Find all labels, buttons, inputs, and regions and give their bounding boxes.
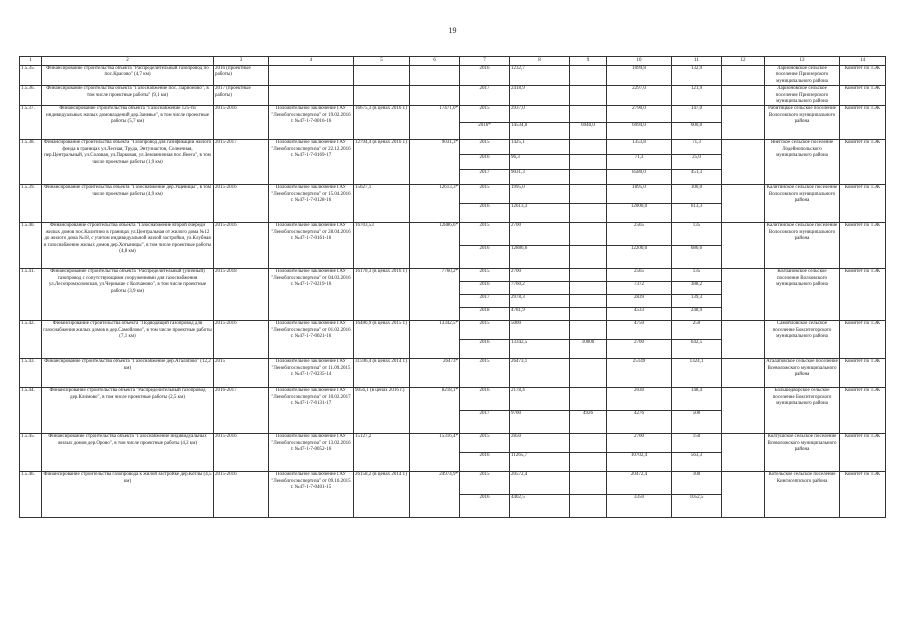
table-cell: Калитинское сельское поселение Волосовского муниципального района <box>765 185 840 223</box>
table-row <box>20 321 886 340</box>
table-cell: 139,3 <box>672 295 722 308</box>
table-cell: Ларионовское сельское поселение Приозерского муниципального района <box>765 86 840 106</box>
table-cell: 600,0 <box>672 123 722 140</box>
table-cell: Положительное заключение ГАУ "Леноблгосэкспертиза" от 15.04.2016 г. №47-1-7-0128-16 <box>269 185 354 223</box>
table-cell: 2418,9 <box>510 86 570 106</box>
column-header: 4 <box>269 57 354 66</box>
table-cell <box>570 155 607 170</box>
table-cell: 11265,7 <box>510 453 570 472</box>
empty-cell <box>722 106 765 140</box>
table-cell: 25,0 <box>672 155 722 170</box>
page-number: 19 <box>448 26 457 35</box>
table-cell <box>570 246 607 269</box>
table-cell: 1.5.37. <box>20 106 42 140</box>
table-cell: 6994,0 <box>607 123 672 140</box>
table-cell: Положительное заключение ГАУ "Леноблгосэкспертиза" от 13.02.2016 г. №47-1-7-0052-16 <box>269 434 354 472</box>
table-cell <box>269 86 354 106</box>
table-cell: Финансирование строительства объекта "Газоснабжение второй очереди жилых домов пос.Калитино в границах ул.Центральная от жилого дома №12 до жилого дома №18, с учетом индивидуальной жилой застройки, ул.Клубная и газоснабжение жилых домов дер.Хотыницы", в том числе проектные работы (4,8 км) <box>42 223 214 269</box>
empty-cell <box>722 269 765 321</box>
table-cell: 2016 <box>460 340 510 359</box>
table-cell <box>354 86 410 106</box>
column-header: 8 <box>510 57 570 66</box>
table-cell: 71,3 <box>672 140 722 155</box>
table-cell: Самойловское сельское поселение Бокситогорского муниципального района <box>765 321 840 359</box>
table-cell: 9056,1 (в ценах 2016 г.) <box>354 388 410 434</box>
table-row <box>20 185 886 204</box>
table-cell: 2016 <box>460 204 510 223</box>
table-cell: Котельское сельское поселение Кингисеппского района <box>765 472 840 518</box>
table-cell: 20572,4 <box>510 472 570 495</box>
table-cell: 2015-2016 <box>214 321 269 359</box>
table-cell: 100,0 <box>672 185 722 204</box>
table-cell: 1425,1 <box>510 140 570 155</box>
table-cell: 15127,2 <box>354 434 410 472</box>
table-row <box>20 388 886 411</box>
empty-cell <box>722 434 765 472</box>
table-cell: 26473* <box>410 359 460 388</box>
table-cell: Комитет по ТЭК <box>840 106 886 140</box>
table-cell: 2030 <box>607 388 672 411</box>
column-header: 1 <box>20 57 42 66</box>
table-cell: 12613,3 <box>510 204 570 223</box>
table-cell: 12886,6* <box>410 223 460 269</box>
table-cell: Колчановское сельское поселение Волховского муниципального района <box>765 269 840 321</box>
table-cell: Положительное заключение ГАУ "Леноблгосэкспертиза" от 10.02.2017 г. №47-1-7-0131-17 <box>269 388 354 434</box>
table-cell: 2015 <box>460 223 510 246</box>
table-cell: Комитет по ТЭК <box>840 269 886 321</box>
table-cell: 16170,3 (в ценах 2016 г.) <box>354 269 410 321</box>
table-cell: 250 <box>672 321 722 340</box>
column-header: 3 <box>214 57 269 66</box>
table-cell: 4276 <box>607 411 672 434</box>
table-cell: 2016 <box>460 66 510 86</box>
table-cell: 20472,4 <box>607 472 672 495</box>
table-cell: 2016* <box>460 123 510 140</box>
table-row <box>20 140 886 155</box>
table-cell: 2015 <box>460 269 510 282</box>
table-cell: 4781,9 <box>510 308 570 321</box>
table-cell: 9031,3 <box>510 170 570 185</box>
table-cell: 4750 <box>607 321 672 340</box>
table-cell: 1.5.41. <box>20 269 42 321</box>
table-cell: 2016 <box>460 453 510 472</box>
table-cell: 13342,5 <box>510 340 570 359</box>
table-cell: 2839 <box>607 295 672 308</box>
table-cell: 8580,0 <box>607 170 672 185</box>
table-cell: 1.5.38. <box>20 140 42 185</box>
table-cell: 135 <box>672 269 722 282</box>
table-cell: Финансирование строительства газопровода к жилой застройке дер.Котлы (4,5 км) <box>42 472 214 518</box>
table-row <box>20 223 886 246</box>
table-cell: Положительное заключение ГАУ "Леноблгосэкспертиза" от 04.03.2016 г. №47-1-7-0219-16 <box>269 269 354 321</box>
table-cell: Комитет по ТЭК <box>840 434 886 472</box>
column-header: 9 <box>570 57 607 66</box>
table-cell: 2017 <box>460 86 510 106</box>
table-cell: 1324,1 <box>672 359 722 388</box>
table-cell: 1.5.45. <box>20 434 42 472</box>
empty-cell <box>722 185 765 223</box>
table-cell: Агалатовское сельское поселение Всеволожского муниципального района <box>765 359 840 388</box>
table-cell <box>354 66 410 86</box>
table-cell: 2018 <box>460 308 510 321</box>
table-cell <box>570 308 607 321</box>
table-cell: 12200,0 <box>607 246 672 269</box>
table-cell: 2015-2018 <box>214 269 269 321</box>
table-cell: Положительное заключение ГАУ "Леноблгосэкспертиза" от 28.04.2016 г. №47-1-7-0161-16 <box>269 223 354 269</box>
table-cell: Финансирование строительства объекта "Газоснабжение пос. Ларионово", в том числе проектные работы" (9,1 км) <box>42 86 214 106</box>
table-cell: 2700 <box>510 269 570 282</box>
table-cell: 12794,4 (в ценах 2016 г.) <box>354 140 410 185</box>
table-cell: 2565 <box>607 269 672 282</box>
table-cell: 24974,9* <box>410 472 460 518</box>
table-cell <box>410 86 460 106</box>
table-row <box>20 269 886 282</box>
table-cell: 2016 <box>460 388 510 411</box>
table-cell: Финансирование строительства объекта "Газоснабжение индивидуальных жилых домов дер.Орово", в том числе проектные работы (4,2 км) <box>42 434 214 472</box>
table-cell: 1995,0 <box>510 185 570 204</box>
table-cell: 10702,4 <box>607 453 672 472</box>
table-cell <box>570 269 607 282</box>
table-cell: Положительное заключение ГАУ "Леноблгосэкспертиза" от 22.12.2016 г. №47-1-7-0169-17 <box>269 140 354 185</box>
table-cell: 31596,4 (в ценах 2014 г.) <box>354 359 410 388</box>
table-row <box>20 472 886 495</box>
table-cell: 7760,2 <box>510 282 570 295</box>
empty-cell <box>722 359 765 388</box>
table-cell: 451,3 <box>672 170 722 185</box>
table-cell: 1.5.44. <box>20 388 42 434</box>
table-cell: 2015 <box>460 140 510 155</box>
table-cell: 96,3 <box>510 155 570 170</box>
table-cell: 25149 <box>607 359 672 388</box>
table-cell: 2016 <box>460 246 510 269</box>
table-cell: 2015-2016 <box>214 434 269 472</box>
table-cell: Положительное заключение ГАУ "Леноблгосэкспертиза" от 19.02.2016 г. №47-1-7-0016-16 <box>269 106 354 140</box>
table-cell <box>570 170 607 185</box>
table-body <box>20 66 886 518</box>
table-cell: 2015-2016 <box>214 185 269 223</box>
table-cell: Финансирование строительства объекта "Распределительный газопровод по пос.Красово" (4,7 км) <box>42 66 214 86</box>
table-cell: 642,5 <box>672 340 722 359</box>
empty-cell <box>722 140 765 185</box>
table-cell: Янегское сельское поселение Лодейнопольского муниципального района <box>765 140 840 185</box>
empty-cell <box>722 86 765 106</box>
table-cell <box>570 495 607 518</box>
table-cell: 15627,1 <box>354 185 410 223</box>
table-cell: 14534,0 <box>510 123 570 140</box>
column-header: 2 <box>42 57 214 66</box>
table-cell: 2015 <box>460 434 510 453</box>
table-row <box>20 86 886 106</box>
table-cell <box>570 223 607 246</box>
table-cell: 100 <box>672 472 722 495</box>
table-cell: 1.5.46. <box>20 472 42 518</box>
table-cell <box>570 204 607 223</box>
table-cell: 1099,8 <box>607 66 672 86</box>
table-cell: 563,3 <box>672 453 722 472</box>
financing-table <box>19 56 886 518</box>
table-cell: 686,6 <box>672 246 722 269</box>
table-cell: 4402,5 <box>510 495 570 518</box>
table-cell: 2015 <box>460 106 510 123</box>
table-cell: Рабитицкое сельское поселение Волосовского муниципального района <box>765 106 840 140</box>
table-cell: Комитет по ТЭК <box>840 388 886 434</box>
table-cell: 7760,2* <box>410 269 460 321</box>
table-cell: 2700 <box>607 434 672 453</box>
table-cell: Комитет по ТЭК <box>840 223 886 269</box>
table-cell: 9031,3* <box>410 140 460 185</box>
table-cell: 12000,0 <box>607 204 672 223</box>
table-cell: 147,0 <box>672 106 722 123</box>
table-cell: Финансирование строительства объекта "Распределительный (уличный) газопровод с сопутствующими сооружениями для газоснабжения ул.Лесопромхозовская, ул.Черныше с Колчаново", в том числе проектные работы (3,9 км) <box>42 269 214 321</box>
empty-cell <box>722 388 765 434</box>
table-cell: Калитинское сельское поселение Волосовского муниципального района <box>765 223 840 269</box>
table-cell: 4533 <box>607 308 672 321</box>
table-cell: 2700 <box>510 223 570 246</box>
table-cell: 2015 <box>460 472 510 495</box>
table-cell: Финансирование строительства объекта "Газопровод для газификации жилого фонда в границах ул.Лесная, Труда, Энтузиастов, Солнечная, пер.Центральный, ул.Соловая, ул.Парковая, ул.Земляничная пос.Янега", в том числе проектные работы (1,9 км) <box>42 140 214 185</box>
table-cell: 17471,0* <box>410 106 460 140</box>
table-cell: 2178,4 <box>510 388 570 411</box>
table-cell <box>570 472 607 495</box>
table-row <box>20 66 886 86</box>
table-cell: 1.5.36. <box>20 86 42 106</box>
table-cell: Комитет по ТЭК <box>840 321 886 359</box>
table-cell <box>570 359 607 388</box>
table-cell: 2015-2016 <box>214 472 269 518</box>
table-cell: 9700 <box>510 411 570 434</box>
table-cell: 121,9 <box>672 86 722 106</box>
table-cell: 150 <box>672 434 722 453</box>
table-cell: Финансирование строительства объекта "Подводящий газопровод для газоснабжения жилых домов в дер.Самойлово", в том числе проектные работы (7,1 км) <box>42 321 214 359</box>
table-cell: 1232,7 <box>510 66 570 86</box>
empty-cell <box>722 223 765 269</box>
table-cell: 2297,0 <box>607 86 672 106</box>
table-cell: 12613,3* <box>410 185 460 223</box>
table-cell: 2015 <box>214 359 269 388</box>
table-cell: 3350 <box>607 495 672 518</box>
table-cell <box>570 66 607 86</box>
table-cell: 26473,1 <box>510 359 570 388</box>
column-header: 13 <box>765 57 840 66</box>
table-cell: 2016 (проектные работы) <box>214 66 269 86</box>
table-cell: 1.5.35. <box>20 66 42 86</box>
table-cell: 500 <box>672 411 722 434</box>
table-cell: Комитет по ТЭК <box>840 86 886 106</box>
table-cell: 1.5.40. <box>20 223 42 269</box>
table-cell <box>570 86 607 106</box>
table-cell: 12886,6 <box>510 246 570 269</box>
table-cell: 2016 <box>460 155 510 170</box>
table-cell: 16675,3 (в ценах 2016 г.) <box>354 106 410 140</box>
table-cell: Большедворское сельское поселение Бокситогорского муниципального района <box>765 388 840 434</box>
table-cell: Положительное заключение ГАУ "Леноблгосэкспертиза" от 01.02.2016 г. №47-1-7-0021-16 <box>269 321 354 359</box>
table-cell: 8218,1* <box>410 388 460 434</box>
table-cell: 1.5.39. <box>20 185 42 223</box>
table-cell: 2937,0 <box>510 106 570 123</box>
column-header: 6 <box>410 57 460 66</box>
table-cell: 135 <box>672 223 722 246</box>
table-cell: Комитет по ТЭК <box>840 472 886 518</box>
table-cell <box>570 388 607 411</box>
table-cell: Финансирование строительства объекта "Газоснабжение дер.Ущевицы", в том числе проектные работы (4,9 км) <box>42 185 214 223</box>
table-cell <box>570 321 607 340</box>
empty-cell <box>722 66 765 86</box>
table-cell: 613,3 <box>672 204 722 223</box>
column-header: 11 <box>672 57 722 66</box>
table-cell <box>570 185 607 204</box>
table-cell <box>570 140 607 155</box>
column-header: 10 <box>607 57 672 66</box>
table-cell <box>570 434 607 453</box>
table-cell: 1353,8 <box>607 140 672 155</box>
table-cell: 2015 <box>460 185 510 204</box>
table-cell: 148,4 <box>672 388 722 411</box>
table-cell: 16703,53 <box>354 223 410 269</box>
table-cell: 26158,2 (в ценах 2014 г.) <box>354 472 410 518</box>
column-header: 7 <box>460 57 510 66</box>
table-cell: 2015-2016 <box>214 106 269 140</box>
table-cell: Финансирование строительства объекта "Газоснабжение 125-ти индивидуальных жилых домовладений дер.Заневье", в том числе проектные работы (5,7 км) <box>42 106 214 140</box>
table-cell <box>410 66 460 86</box>
table-row <box>20 359 886 388</box>
empty-cell <box>722 321 765 359</box>
table-cell: Комитет по ТЭК <box>840 185 886 223</box>
table-cell <box>269 66 354 86</box>
table-cell: 71,3 <box>607 155 672 170</box>
table-cell <box>570 453 607 472</box>
table-cell <box>570 106 607 123</box>
table-cell: 2017 <box>460 411 510 434</box>
table-cell: 2015 <box>460 359 510 388</box>
column-header: 12 <box>722 57 765 66</box>
empty-cell <box>722 472 765 518</box>
table-cell: Комитет по ТЭК <box>840 359 886 388</box>
table-cell: Положительное заключение ГАУ "Леноблгосэкспертиза" от 09.10.2015 г. №47-1-7-0401-15 <box>269 472 354 518</box>
table-cell: 2978,3 <box>510 295 570 308</box>
table-cell: Колтушское сельское поселение Всеволожского муниципального района <box>765 434 840 472</box>
table-cell: 5000 <box>510 321 570 340</box>
table-cell: 2015-2016 <box>214 223 269 269</box>
table-cell: 2015 <box>460 321 510 340</box>
table-cell: 2015-2017 <box>214 140 269 185</box>
table-cell: 2017 <box>460 295 510 308</box>
table-cell: 132,9 <box>672 66 722 86</box>
table-cell: 2016 <box>460 282 510 295</box>
table-cell: 2017 (проектные работы) <box>214 86 269 106</box>
table-cell: 2016 <box>460 495 510 518</box>
table-cell: Финансирование строительства объекта "Газоснабжение дер.Агалатово" (12,2 км) <box>42 359 214 388</box>
table-cell: 248,9 <box>672 308 722 321</box>
header-row <box>20 57 886 66</box>
table-cell: 4926 <box>570 411 607 434</box>
table-cell: Комитет по ТЭК <box>840 66 886 86</box>
table-cell: 2790,0 <box>607 106 672 123</box>
table-row <box>20 106 886 123</box>
table-cell: 2850 <box>510 434 570 453</box>
table-cell: 1.5.42. <box>20 321 42 359</box>
table-cell: 15316,4* <box>410 434 460 472</box>
table-cell: Ларионовское сельское поселение Приозерского муниципального района <box>765 66 840 86</box>
table-cell: 388,2 <box>672 282 722 295</box>
table-row <box>20 434 886 453</box>
table-cell <box>570 282 607 295</box>
table-cell: 1.5.43. <box>20 359 42 388</box>
table-cell: 10000 <box>570 340 607 359</box>
table-cell: 16486,9 (в ценах 2015 г.) <box>354 321 410 359</box>
table-cell: 2565 <box>607 223 672 246</box>
table-cell: 13342,5* <box>410 321 460 359</box>
table-cell: 2017 <box>460 170 510 185</box>
column-header: 5 <box>354 57 410 66</box>
table-cell: 1895,0 <box>607 185 672 204</box>
table-cell: Комитет по ТЭК <box>840 140 886 185</box>
table-cell: Положительное заключение ГАУ "Леноблгосэкспертиза" от 11.09.2015 г. №47-1-7-0235-14 <box>269 359 354 388</box>
table-cell: 7372 <box>607 282 672 295</box>
table-cell: 2016-2017 <box>214 388 269 434</box>
table-cell: Финансирование строительства объекта "Распределительный газопровод дер.Климово", в том числе проектные работы (2,5 км) <box>42 388 214 434</box>
column-header: 14 <box>840 57 886 66</box>
table-cell <box>570 295 607 308</box>
table-cell: 1052,5 <box>672 495 722 518</box>
table-cell: 6940,0 <box>570 123 607 140</box>
table-cell: 2700 <box>607 340 672 359</box>
